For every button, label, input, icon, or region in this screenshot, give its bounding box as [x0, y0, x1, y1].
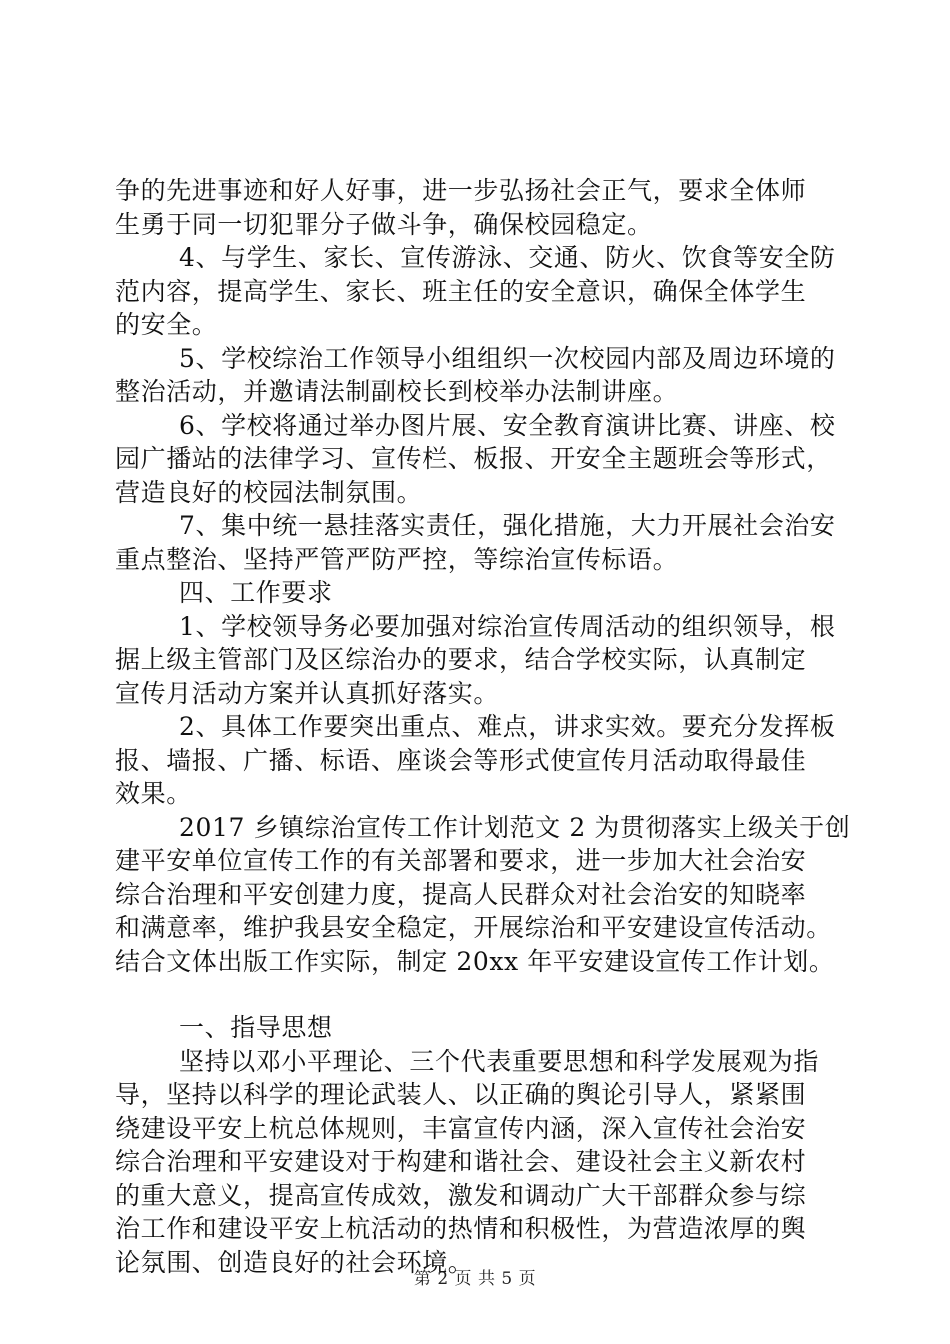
text-line: 2、具体工作要突出重点、难点，讲求实效。要充分发挥板 — [179, 712, 836, 741]
text-line: 建平安单位宣传工作的有关部署和要求，进一步加大社会治安 — [115, 846, 807, 875]
text-line: 结合文体出版工作实际，制定 20xx 年平安建设宣传工作计划。 — [115, 946, 835, 976]
text-line: 整治活动，并邀请法制副校长到校举办法制讲座。 — [115, 377, 679, 406]
page-number-footer: 第 2 页 共 5 页 — [413, 1269, 537, 1289]
text-line: 宣传月活动方案并认真抓好落实。 — [115, 678, 500, 708]
text-line: 范内容，提高学生、家长、班主任的安全意识，确保全体学生 — [115, 276, 807, 306]
text-line: 和满意率，维护我县安全稳定，开展综治和平安建设宣传活动。 — [115, 913, 832, 942]
paragraph-gap — [115, 978, 835, 1011]
text-line: 绕建设平安上杭总体规则，丰富宣传内涵，深入宣传社会治安 — [115, 1113, 807, 1143]
text-line: 的重大意义，提高宣传成效，激发和调动广大干部群众参与综 — [115, 1180, 807, 1210]
text-line: 坚持以邓小平理论、三个代表重要思想和科学发展观为指 — [179, 1046, 820, 1076]
section-heading: 四、工作要求 — [179, 578, 333, 607]
text-line: 的安全。 — [115, 310, 218, 339]
text-line: 生勇于同一切犯罪分子做斗争，确保校园稳定。 — [115, 209, 653, 239]
text-line: 营造良好的校园法制氛围。 — [115, 477, 423, 507]
text-line: 重点整治、坚持严管严防严控，等综治宣传标语。 — [115, 544, 679, 574]
text-line: 综合治理和平安建设对于构建和谐社会、建设社会主义新农村 — [115, 1147, 807, 1176]
text-line: 园广播站的法律学习、宣传栏、板报、开安全主题班会等形式， — [115, 444, 832, 473]
text-line: 1、学校领导务必要加强对综治宣传周活动的组织领导，根 — [179, 611, 836, 641]
text-line: 7、集中统一悬挂落实责任，强化措施，大力开展社会治安 — [179, 511, 836, 540]
section-heading: 一、指导思想 — [179, 1013, 333, 1042]
text-line: 导，坚持以科学的理论武装人、以正确的舆论引导人，紧紧围 — [115, 1080, 807, 1109]
text-line: 报、墙报、广播、标语、座谈会等形式使宣传月活动取得最佳 — [115, 745, 807, 775]
text-line: 论氛围、创造良好的社会环境。 — [115, 1247, 474, 1277]
text-line: 治工作和建设平安上杭活动的热情和积极性，为营造浓厚的舆 — [115, 1214, 807, 1243]
document-body — [115, 174, 851, 1279]
text-line: 4、与学生、家长、宣传游泳、交通、防火、饮食等安全防 — [179, 243, 836, 272]
text-line: 效果。 — [115, 779, 192, 808]
text-line: 据上级主管部门及区综治办的要求，结合学校实际，认真制定 — [115, 645, 807, 674]
text-line: 2017 乡镇综治宣传工作计划范文 2 为贯彻落实上级关于创 — [179, 812, 851, 842]
text-line: 6、学校将通过举办图片展、安全教育演讲比赛、讲座、校 — [179, 410, 836, 440]
text-line: 5、学校综治工作领导小组组织一次校园内部及周边环境的 — [179, 343, 836, 373]
text-line: 争的先进事迹和好人好事，进一步弘扬社会正气，要求全体师 — [115, 176, 807, 205]
text-line: 综合治理和平安创建力度，提高人民群众对社会治安的知晓率 — [115, 879, 807, 909]
